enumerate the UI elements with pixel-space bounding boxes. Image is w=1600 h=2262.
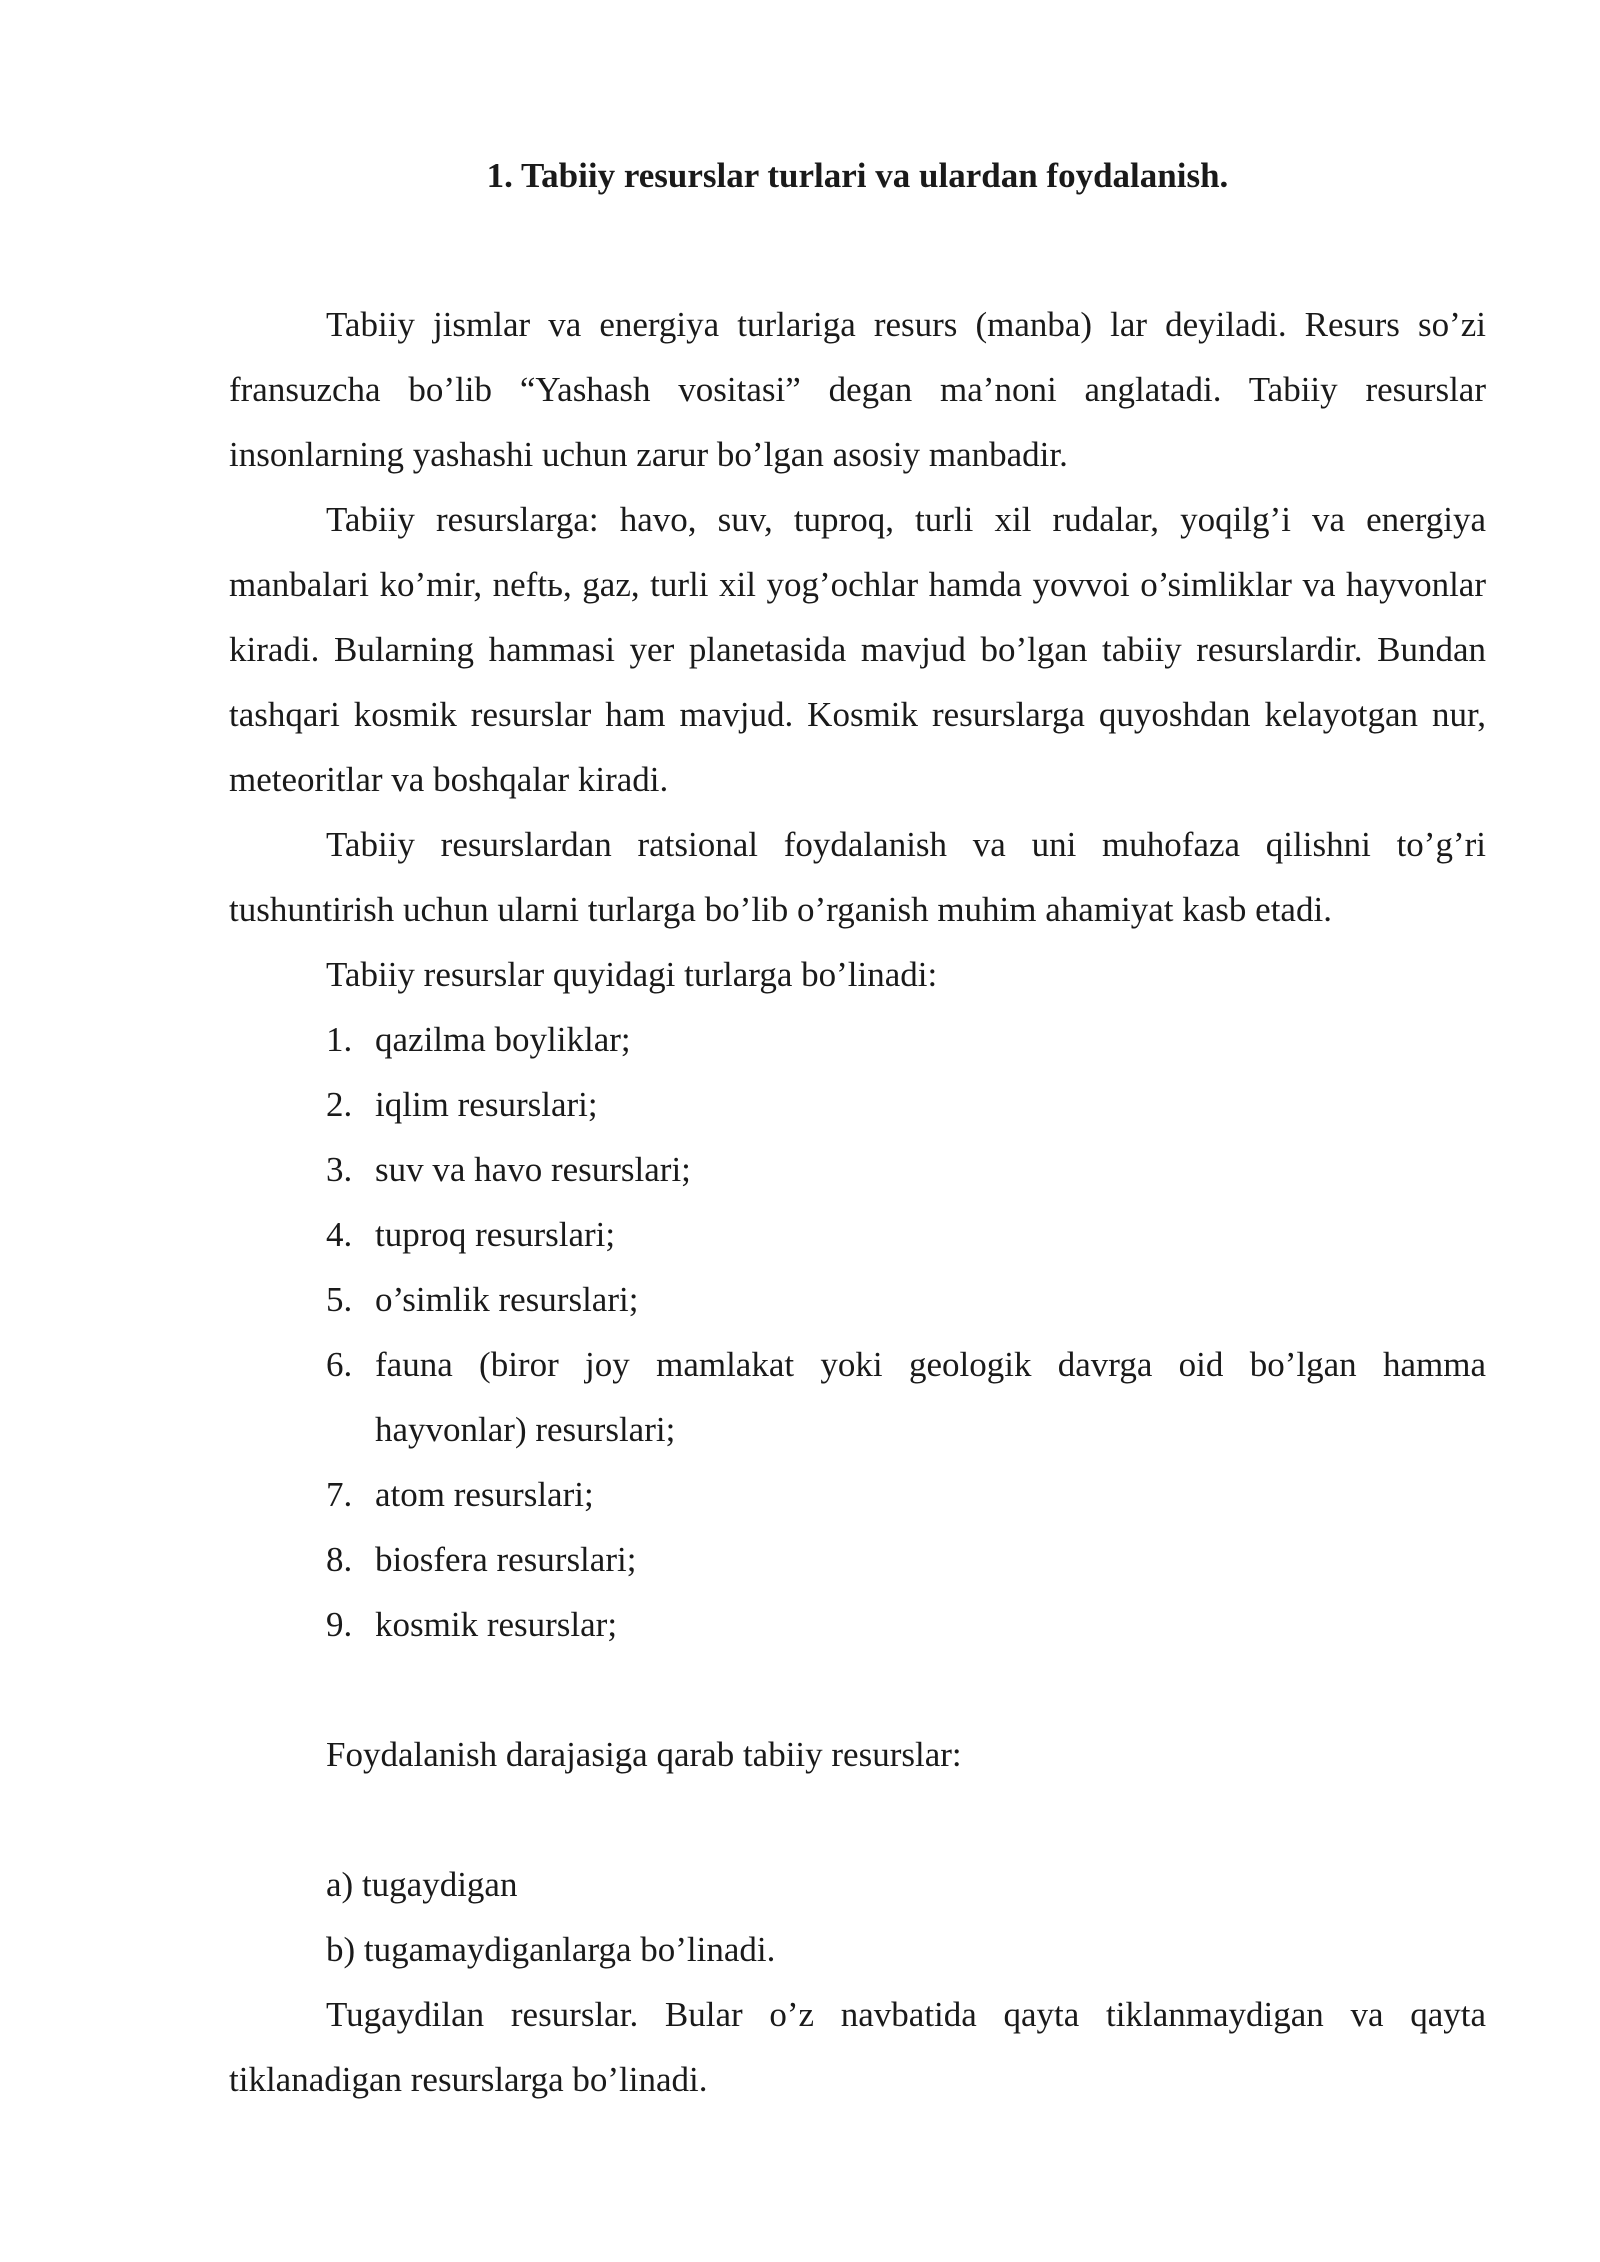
- list-item: [229, 1527, 1486, 1592]
- list-item-text: atom resurslari;: [375, 1475, 594, 1514]
- list-item-text: iqlim resurslari;: [375, 1085, 598, 1124]
- list-item-number: 6.: [326, 1345, 353, 1384]
- list-item: [229, 1332, 1486, 1462]
- paragraph-intro: Tabiiy jismlar va energiya turlariga resurs (manba) lar deyiladi. Resurs so’zi fransuzcha bo’lib “Yashash vositasi” degan ma’noni anglatadi. Tabiiy resurslar insonlarning yashashi uchun zarur bo’lgan asosiy manbadir.: [229, 305, 1486, 474]
- list-item-number: 3.: [326, 1150, 353, 1189]
- list-item: [229, 1007, 1486, 1072]
- list-item: [229, 1592, 1486, 1657]
- paragraph-rational-use: Tabiiy resurslardan ratsional foydalanish va uni muhofaza qilishni to’g’ri tushuntirish uchun ularni turlarga bo’lib o’rganish muhim ahamiyat kasb etadi.: [229, 825, 1486, 929]
- paragraph-list-intro: Tabiiy resurslar quyidagi turlarga bo’linadi:: [326, 955, 938, 994]
- document-body: [229, 292, 1486, 2112]
- list-item-number: 9.: [326, 1605, 353, 1644]
- document-title: 1. Tabiiy resurslar turlari va ulardan foydalanish.: [486, 156, 1229, 195]
- list-item: [229, 1462, 1486, 1527]
- list-item-number: 1.: [326, 1020, 353, 1059]
- list-item-number: 8.: [326, 1540, 353, 1579]
- list-item: [229, 1202, 1486, 1267]
- paragraph-usage-degree: Foydalanish darajasiga qarab tabiiy resurslar:: [326, 1735, 962, 1774]
- list-item-text: fauna (biror joy mamlakat yoki geologik davrga oid bo’lgan hamma hayvonlar) resurslari;: [375, 1345, 1486, 1449]
- list-item-number: 5.: [326, 1280, 353, 1319]
- list-item-text: tuproq resurslari;: [375, 1215, 616, 1254]
- blank-line: [229, 1657, 1486, 1722]
- paragraph-exhaustible-resources: Tugaydilan resurslar. Bular o’z navbatida qayta tiklanmaydigan va qayta tiklanadigan resurslarga bo’linadi.: [229, 1995, 1486, 2099]
- list-item-text: kosmik resurslar;: [375, 1605, 618, 1644]
- paragraph-resource-examples: Tabiiy resurslarga: havo, suv, tuproq, turli xil rudalar, yoqilg’i va energiya manbalari ko’mir, neftь, gaz, turli xil yog’ochlar hamda yovvoi o’simliklar va hayvonlar kiradi. Bularning hammasi yer planetasida mavjud bo’lgan tabiiy resurslardir. Bundan tashqari kosmik resurslar ham mavjud. Kosmik resurslarga quyoshdan kelayotgan nur, meteoritlar va boshqalar kiradi.: [229, 500, 1486, 799]
- paragraph-option-b: b) tugamaydiganlarga bo’linadi.: [326, 1930, 776, 1969]
- resource-types-list: [229, 1007, 1486, 1657]
- list-item-number: 2.: [326, 1085, 353, 1124]
- list-item: [229, 1072, 1486, 1137]
- list-item-text: qazilma boyliklar;: [375, 1020, 631, 1059]
- blank-line: [229, 1787, 1486, 1852]
- list-item-text: o’simlik resurslari;: [375, 1280, 639, 1319]
- list-item-text: biosfera resurslari;: [375, 1540, 637, 1579]
- list-item-number: 7.: [326, 1475, 353, 1514]
- list-item-text: suv va havo resurslari;: [375, 1150, 691, 1189]
- list-item: [229, 1137, 1486, 1202]
- paragraph-option-a: a) tugaydigan: [326, 1865, 518, 1904]
- list-item: [229, 1267, 1486, 1332]
- list-item-number: 4.: [326, 1215, 353, 1254]
